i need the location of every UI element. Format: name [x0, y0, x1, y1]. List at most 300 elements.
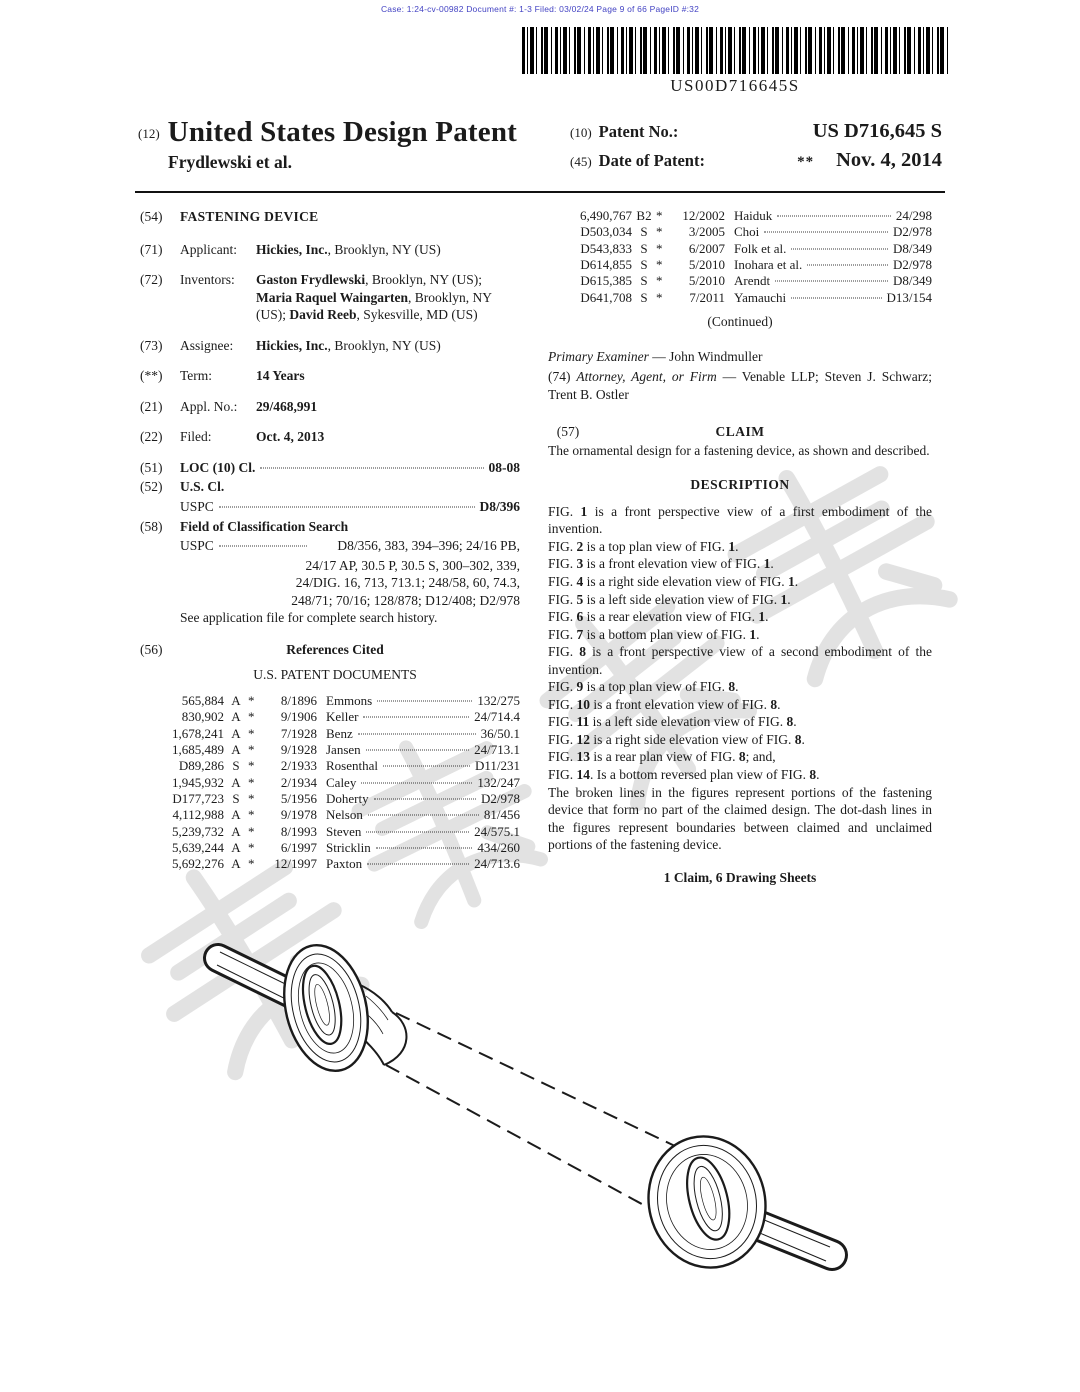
- text-segment: , Brooklyn, NY (US): [327, 337, 441, 353]
- dotted-leader: [361, 782, 472, 783]
- bib-field-value: [256, 398, 520, 416]
- text-segment: .: [787, 591, 791, 607]
- us-cl-row: [140, 478, 520, 496]
- reference-date: 5/2010: [688, 273, 725, 289]
- text-segment: FIG.: [548, 538, 577, 554]
- reference-class: 81/456: [483, 807, 520, 823]
- loc-value: 08-08: [488, 459, 520, 475]
- reference-kind-code: A: [231, 741, 241, 757]
- reference-kind-code: S: [640, 224, 648, 240]
- reference-name: Choi: [734, 224, 760, 240]
- reference-row: [140, 775, 520, 790]
- reference-row: [140, 856, 520, 871]
- dotted-leader: [374, 798, 476, 799]
- reference-date: 9/1928: [280, 741, 317, 757]
- reference-row: [548, 290, 932, 305]
- reference-name: Paxton: [326, 856, 363, 872]
- uspc-label: USPC: [180, 538, 214, 554]
- figure-description-line: [548, 696, 932, 714]
- reference-kind-code: B2: [636, 208, 652, 223]
- reference-number: 1,678,241: [172, 725, 224, 741]
- text-segment: 14: [576, 767, 591, 782]
- term-extension-marker: **: [797, 154, 815, 170]
- field-code: (51): [140, 459, 163, 475]
- date-code: (45): [570, 154, 592, 169]
- reference-class: 24/713.6: [474, 856, 520, 872]
- text-segment: is a front elevation view of FIG.: [583, 556, 764, 572]
- text-segment: . Is a bottom reversed plan view of FIG.: [590, 767, 810, 782]
- reference-number: 1,685,489: [172, 741, 224, 757]
- reference-class: 24/298: [895, 208, 932, 223]
- text-segment: 11: [576, 714, 590, 730]
- references-cited-heading: References Cited: [286, 641, 384, 657]
- text-segment: FIG.: [548, 644, 580, 660]
- text-segment: .: [777, 696, 781, 712]
- text-segment: 8: [809, 767, 817, 782]
- text-segment: 4: [576, 573, 584, 589]
- reference-row: [140, 807, 520, 822]
- reference-asterisk: *: [656, 256, 663, 272]
- reference-name: Benz: [326, 725, 353, 741]
- text-segment: Primary Examiner: [548, 348, 649, 364]
- attorney-line: [548, 368, 932, 403]
- field-code: (54): [140, 209, 163, 224]
- broken-lines-paragraph: The broken lines in the figures represent portions of the fastening device that form no part of the claimed design. The dot-dash lines in the figures represent boundaries between claimed and unclaimed portions of the fastening device.: [548, 784, 932, 853]
- reference-asterisk: *: [248, 709, 255, 725]
- figure-description-line: [548, 591, 932, 609]
- description-heading: DESCRIPTION: [690, 477, 790, 493]
- figure-description-line: [548, 626, 932, 644]
- figure-description-line: [548, 766, 932, 784]
- dotted-leader: [366, 749, 469, 750]
- text-segment: 1: [728, 538, 736, 554]
- reference-number: D615,385: [580, 273, 632, 289]
- reference-date: 9/1906: [280, 709, 317, 725]
- reference-row: [140, 709, 520, 724]
- reference-date: 3/2005: [688, 224, 725, 240]
- bibliographic-fields: [140, 241, 520, 446]
- text-segment: — John Windmuller: [648, 348, 763, 364]
- reference-name: Rosenthal: [326, 758, 378, 774]
- dotted-leader: [366, 831, 469, 832]
- dotted-leader: [368, 815, 479, 816]
- figure-description-line: [548, 713, 932, 731]
- reference-date: 5/1956: [280, 790, 317, 806]
- reference-row: [140, 840, 520, 855]
- field-code: (21): [140, 398, 163, 414]
- reference-class: D13/154: [886, 289, 932, 305]
- reference-class: 24/714.4: [474, 709, 520, 725]
- text-segment: is a front perspective view of a second embodiment of the invention.: [548, 644, 932, 677]
- patent-no-value: US D716,645 S: [812, 120, 942, 142]
- reference-kind-code: A: [231, 709, 241, 725]
- bib-field-label: Appl. No.:: [180, 398, 238, 414]
- field-uspc-first-line: [180, 537, 520, 555]
- text-segment: FIG.: [548, 556, 577, 572]
- reference-number: 4,112,988: [172, 807, 224, 823]
- text-segment: 1: [780, 591, 788, 607]
- inventor-short-line: Frydlewski et al.: [168, 152, 292, 172]
- reference-number: D543,833: [580, 240, 632, 256]
- dotted-leader: [775, 281, 888, 282]
- bib-field-row: [140, 367, 520, 385]
- reference-asterisk: *: [248, 725, 255, 741]
- reference-class: 36/50.1: [480, 725, 520, 741]
- text-segment: 8: [579, 644, 586, 660]
- text-segment: is a left side elevation view of FIG.: [589, 714, 787, 730]
- right-column: [548, 208, 932, 886]
- dotted-leader: [363, 717, 469, 718]
- text-segment: ; and,: [745, 749, 776, 765]
- invention-title-row: [140, 208, 520, 226]
- field-code: (56): [140, 641, 163, 657]
- barcode-text: US00D716645S: [670, 76, 800, 95]
- reference-row: [548, 273, 932, 288]
- text-segment: is a left side elevation view of FIG.: [583, 591, 781, 607]
- text-segment: FIG.: [548, 573, 577, 589]
- reference-asterisk: *: [656, 208, 663, 223]
- document-type-title: United States Design Patent: [167, 116, 518, 148]
- us-cl-label: U.S. Cl.: [180, 479, 225, 495]
- dotted-leader: [260, 467, 483, 468]
- bib-field-value: [256, 241, 520, 259]
- reference-class: D2/978: [481, 790, 520, 806]
- reference-asterisk: *: [248, 807, 255, 823]
- text-segment: 8: [770, 696, 778, 712]
- text-segment: 8: [728, 679, 736, 695]
- text-segment: .: [794, 573, 799, 589]
- field-of-search-row: [140, 518, 520, 536]
- field-code: (72): [140, 272, 163, 288]
- text-segment: Hickies, Inc.: [256, 337, 328, 353]
- reference-kind-code: S: [640, 289, 648, 305]
- text-segment: .: [793, 714, 797, 730]
- reference-asterisk: *: [248, 758, 255, 774]
- dotted-leader: [376, 847, 473, 848]
- text-segment: Maria Raquel Waingarten: [256, 289, 409, 305]
- reference-number: D503,034: [580, 224, 632, 240]
- text-segment: 1: [758, 609, 766, 625]
- text-segment: , Brooklyn, NY (US): [327, 241, 441, 257]
- reference-name: Folk et al.: [734, 240, 787, 256]
- bib-field-value: [256, 271, 520, 324]
- dotted-leader: [219, 546, 307, 547]
- reference-name: Haiduk: [734, 208, 773, 223]
- loc-classification-row: [140, 459, 520, 477]
- text-segment: FIG.: [548, 609, 577, 625]
- text-segment: FIG.: [548, 696, 577, 712]
- text-segment: FIG.: [548, 767, 577, 782]
- header-left: [138, 116, 517, 178]
- reference-asterisk: *: [656, 240, 663, 256]
- reference-asterisk: *: [248, 774, 255, 790]
- barcode-bars-icon: [522, 27, 948, 74]
- reference-name: Inohara et al.: [734, 256, 803, 272]
- reference-number: 830,902: [181, 709, 224, 725]
- reference-class: 24/713.1: [474, 741, 520, 757]
- reference-kind-code: S: [640, 273, 648, 289]
- reference-class: D8/349: [893, 240, 932, 256]
- bib-field-row: [140, 428, 520, 446]
- reference-number: 1,945,932: [172, 774, 224, 790]
- figure-description-line: [548, 555, 932, 573]
- bib-field-row: [140, 398, 520, 416]
- reference-row: [548, 241, 932, 256]
- figure-description-line: [548, 678, 932, 696]
- dotted-leader: [791, 248, 888, 249]
- field-code: (22): [140, 429, 163, 445]
- text-segment: .: [765, 609, 769, 625]
- figure-description-list: [548, 503, 932, 784]
- dotted-leader: [791, 297, 881, 298]
- uspc-classes: D8/356, 383, 394–396; 24/16 PB,: [337, 538, 520, 554]
- text-segment: , Brooklyn, NY (US);: [365, 272, 483, 288]
- primary-examiner-line: [548, 348, 932, 366]
- field-code: (58): [140, 518, 163, 534]
- text-segment: 1: [787, 573, 795, 589]
- text-segment: 2: [576, 538, 584, 554]
- dotted-leader: [358, 733, 476, 734]
- reference-kind-code: A: [231, 823, 241, 839]
- reference-date: 12/2002: [682, 208, 725, 223]
- reference-number: 5,639,244: [172, 839, 224, 855]
- date-value: Nov. 4, 2014: [836, 149, 942, 171]
- reference-class: D2/978: [893, 224, 932, 240]
- reference-name: Arendt: [734, 273, 771, 289]
- header-divider: [135, 191, 945, 193]
- text-segment: 8: [786, 714, 794, 730]
- bib-field-label: Assignee:: [180, 337, 234, 353]
- reference-row: [140, 693, 520, 708]
- reference-asterisk: *: [656, 273, 663, 289]
- invention-title: FASTENING DEVICE: [180, 209, 319, 224]
- text-segment: 6: [576, 609, 584, 625]
- text-segment: 3: [576, 556, 584, 572]
- bib-field-label: Term:: [180, 368, 213, 384]
- uspc-continuation-line: 24/DIG. 16, 713, 713.1; 248/58, 60, 74.3,: [295, 575, 520, 591]
- text-segment: .: [770, 556, 774, 572]
- reference-row: [140, 742, 520, 757]
- reference-date: 9/1978: [280, 807, 317, 823]
- reference-date: 5/2010: [688, 256, 725, 272]
- text-segment: FIG.: [548, 749, 577, 765]
- reference-asterisk: *: [248, 823, 255, 839]
- reference-date: 12/1997: [274, 856, 317, 872]
- reference-row: [548, 257, 932, 272]
- uspc-value: D8/396: [479, 499, 520, 515]
- reference-name: Steven: [326, 823, 362, 839]
- text-segment: is a front elevation view of FIG.: [590, 696, 771, 712]
- field-code: (52): [140, 479, 163, 495]
- reference-number: 5,239,732: [172, 823, 224, 839]
- left-column: [140, 208, 520, 873]
- dotted-leader: [367, 864, 469, 865]
- text-segment: — Venable LLP; Steven J. Schwarz; Trent B. Ostler: [548, 369, 932, 402]
- text-segment: 1: [580, 503, 588, 519]
- reference-kind-code: A: [231, 774, 241, 790]
- uspc-continuation-line: 24/17 AP, 30.5 P, 30.5 S, 300–302, 339,: [305, 557, 520, 573]
- reference-asterisk: *: [656, 224, 663, 240]
- dotted-leader: [219, 507, 475, 508]
- text-segment: .: [801, 731, 805, 747]
- reference-date: 7/1928: [280, 725, 317, 741]
- text-segment: 7: [576, 626, 584, 642]
- text-segment: Hickies, Inc.: [256, 241, 328, 257]
- dotted-leader: [764, 232, 888, 233]
- reference-class: 434/260: [477, 839, 520, 855]
- bib-field-value: [256, 367, 520, 385]
- reference-number: 565,884: [181, 692, 224, 708]
- reference-name: Caley: [326, 774, 357, 790]
- text-segment: Gaston Frydlewski: [256, 272, 366, 288]
- reference-asterisk: *: [248, 790, 255, 806]
- field-code: (73): [140, 337, 163, 353]
- reference-number: 6,490,767: [580, 208, 632, 223]
- claim-text: The ornamental design for a fastening device, as shown and described.: [548, 442, 930, 458]
- reference-row: [140, 824, 520, 839]
- patent-no-code: (10): [570, 125, 592, 140]
- text-segment: is a right side elevation view of FIG.: [590, 731, 795, 747]
- text-segment: 8: [794, 731, 802, 747]
- text-segment: .: [816, 767, 820, 782]
- text-segment: FIG.: [548, 679, 577, 695]
- reference-date: 8/1896: [280, 692, 317, 708]
- dotted-leader: [377, 700, 472, 701]
- reference-kind-code: A: [231, 839, 241, 855]
- continued-label: (Continued): [707, 313, 773, 329]
- text-segment: 1: [749, 626, 757, 642]
- dotted-leader: [383, 766, 470, 767]
- text-segment: 8: [738, 749, 746, 765]
- text-segment: FIG.: [548, 503, 581, 519]
- reference-asterisk: *: [248, 839, 255, 855]
- references-cited-row: [140, 641, 520, 659]
- reference-kind-code: A: [231, 725, 241, 741]
- text-segment: FIG.: [548, 626, 577, 642]
- bib-field-row: [140, 271, 520, 324]
- text-segment: (74): [548, 369, 577, 385]
- text-segment: , Brooklyn, NY (US);: [256, 289, 492, 323]
- us-patent-documents-list: [140, 693, 520, 872]
- bib-field-label: Applicant:: [180, 241, 237, 257]
- reference-kind-code: S: [232, 758, 240, 774]
- bib-field-row: [140, 241, 520, 259]
- text-segment: .: [735, 538, 739, 554]
- claims-sheets-line: 1 Claim, 6 Drawing Sheets: [663, 869, 817, 885]
- figure-description-line: [548, 538, 932, 556]
- loc-label: LOC (10) Cl.: [180, 459, 256, 475]
- uspc-row: [180, 498, 520, 516]
- patent-no-label: Patent No.:: [598, 122, 679, 141]
- figure-description-line: [548, 731, 932, 749]
- field-code: (**): [140, 368, 163, 384]
- reference-date: 7/2011: [689, 289, 725, 305]
- reference-row: [548, 208, 932, 223]
- patent-header: [138, 116, 942, 178]
- field-of-search-label: Field of Classification Search: [180, 518, 349, 534]
- reference-asterisk: *: [656, 289, 663, 305]
- reference-date: 6/2007: [688, 240, 725, 256]
- text-segment: is a rear plan view of FIG.: [590, 749, 739, 765]
- header-right: [570, 116, 942, 178]
- text-segment: 5: [576, 591, 584, 607]
- uspc-label: USPC: [180, 499, 214, 515]
- claim-heading: CLAIM: [715, 424, 765, 440]
- figure-description-line: [548, 643, 932, 678]
- text-segment: 10: [576, 696, 591, 712]
- reference-class: 132/275: [477, 692, 520, 708]
- reference-row: [140, 726, 520, 741]
- reference-kind-code: S: [232, 790, 240, 806]
- text-segment: Attorney, Agent, or Firm: [576, 369, 717, 385]
- reference-number: D89,286: [178, 758, 224, 774]
- reference-row: [140, 791, 520, 806]
- text-segment: .: [735, 679, 739, 695]
- reference-date: 2/1933: [280, 758, 317, 774]
- figure-description-line: [548, 748, 932, 766]
- reference-kind-code: A: [231, 856, 241, 872]
- claim-heading-row: [548, 423, 932, 441]
- barcode: [522, 27, 948, 96]
- uspc-continuation-line: 248/71; 70/16; 128/878; D12/408; D2/978: [291, 592, 520, 608]
- fastening-device-drawing: [180, 912, 885, 1392]
- reference-date: 6/1997: [280, 839, 317, 855]
- bib-field-value: [256, 428, 520, 446]
- text-segment: 12: [576, 731, 591, 747]
- text-segment: .: [756, 626, 760, 642]
- figure-description-line: [548, 608, 932, 626]
- reference-date: 8/1993: [280, 823, 317, 839]
- see-application-note: See application file for complete search history.: [180, 610, 438, 626]
- reference-kind-code: A: [231, 692, 241, 708]
- kind-code: (12): [138, 126, 160, 141]
- reference-class: D8/349: [893, 273, 932, 289]
- reference-row: [548, 224, 932, 239]
- reference-kind-code: S: [640, 240, 648, 256]
- field-code: (57): [556, 424, 580, 440]
- text-segment: 29/468,991: [256, 398, 318, 414]
- reference-kind-code: S: [640, 256, 648, 272]
- text-segment: , Sykesville, MD (US): [356, 307, 478, 323]
- text-segment: FIG.: [548, 714, 577, 730]
- us-patent-documents-heading: U.S. PATENT DOCUMENTS: [253, 667, 417, 683]
- dotted-leader: [807, 264, 888, 265]
- reference-name: Stricklin: [326, 839, 371, 855]
- reference-class: D2/978: [893, 256, 932, 272]
- reference-kind-code: A: [231, 807, 241, 823]
- text-segment: Oct. 4, 2013: [256, 429, 325, 445]
- dotted-leader: [777, 216, 891, 217]
- reference-name: Doherty: [326, 790, 369, 806]
- reference-name: Jansen: [326, 741, 361, 757]
- reference-number: D177,723: [172, 790, 224, 806]
- reference-name: Nelson: [326, 807, 363, 823]
- text-segment: FIG.: [548, 731, 577, 747]
- text-segment: 13: [576, 749, 591, 765]
- field-uspc-continuation: [140, 557, 520, 610]
- reference-number: D641,708: [580, 289, 632, 305]
- text-segment: is a front perspective view of a first embodiment of the invention.: [548, 503, 932, 537]
- text-segment: is a bottom plan view of FIG.: [583, 626, 750, 642]
- text-segment: 14 Years: [256, 368, 305, 384]
- figure-description-line: [548, 503, 932, 538]
- reference-class: 24/575.1: [474, 823, 520, 839]
- reference-row: [140, 758, 520, 773]
- reference-date: 2/1934: [280, 774, 317, 790]
- bib-field-row: [140, 337, 520, 355]
- text-segment: is a top plan view of FIG.: [583, 679, 729, 695]
- text-segment: FIG.: [548, 591, 577, 607]
